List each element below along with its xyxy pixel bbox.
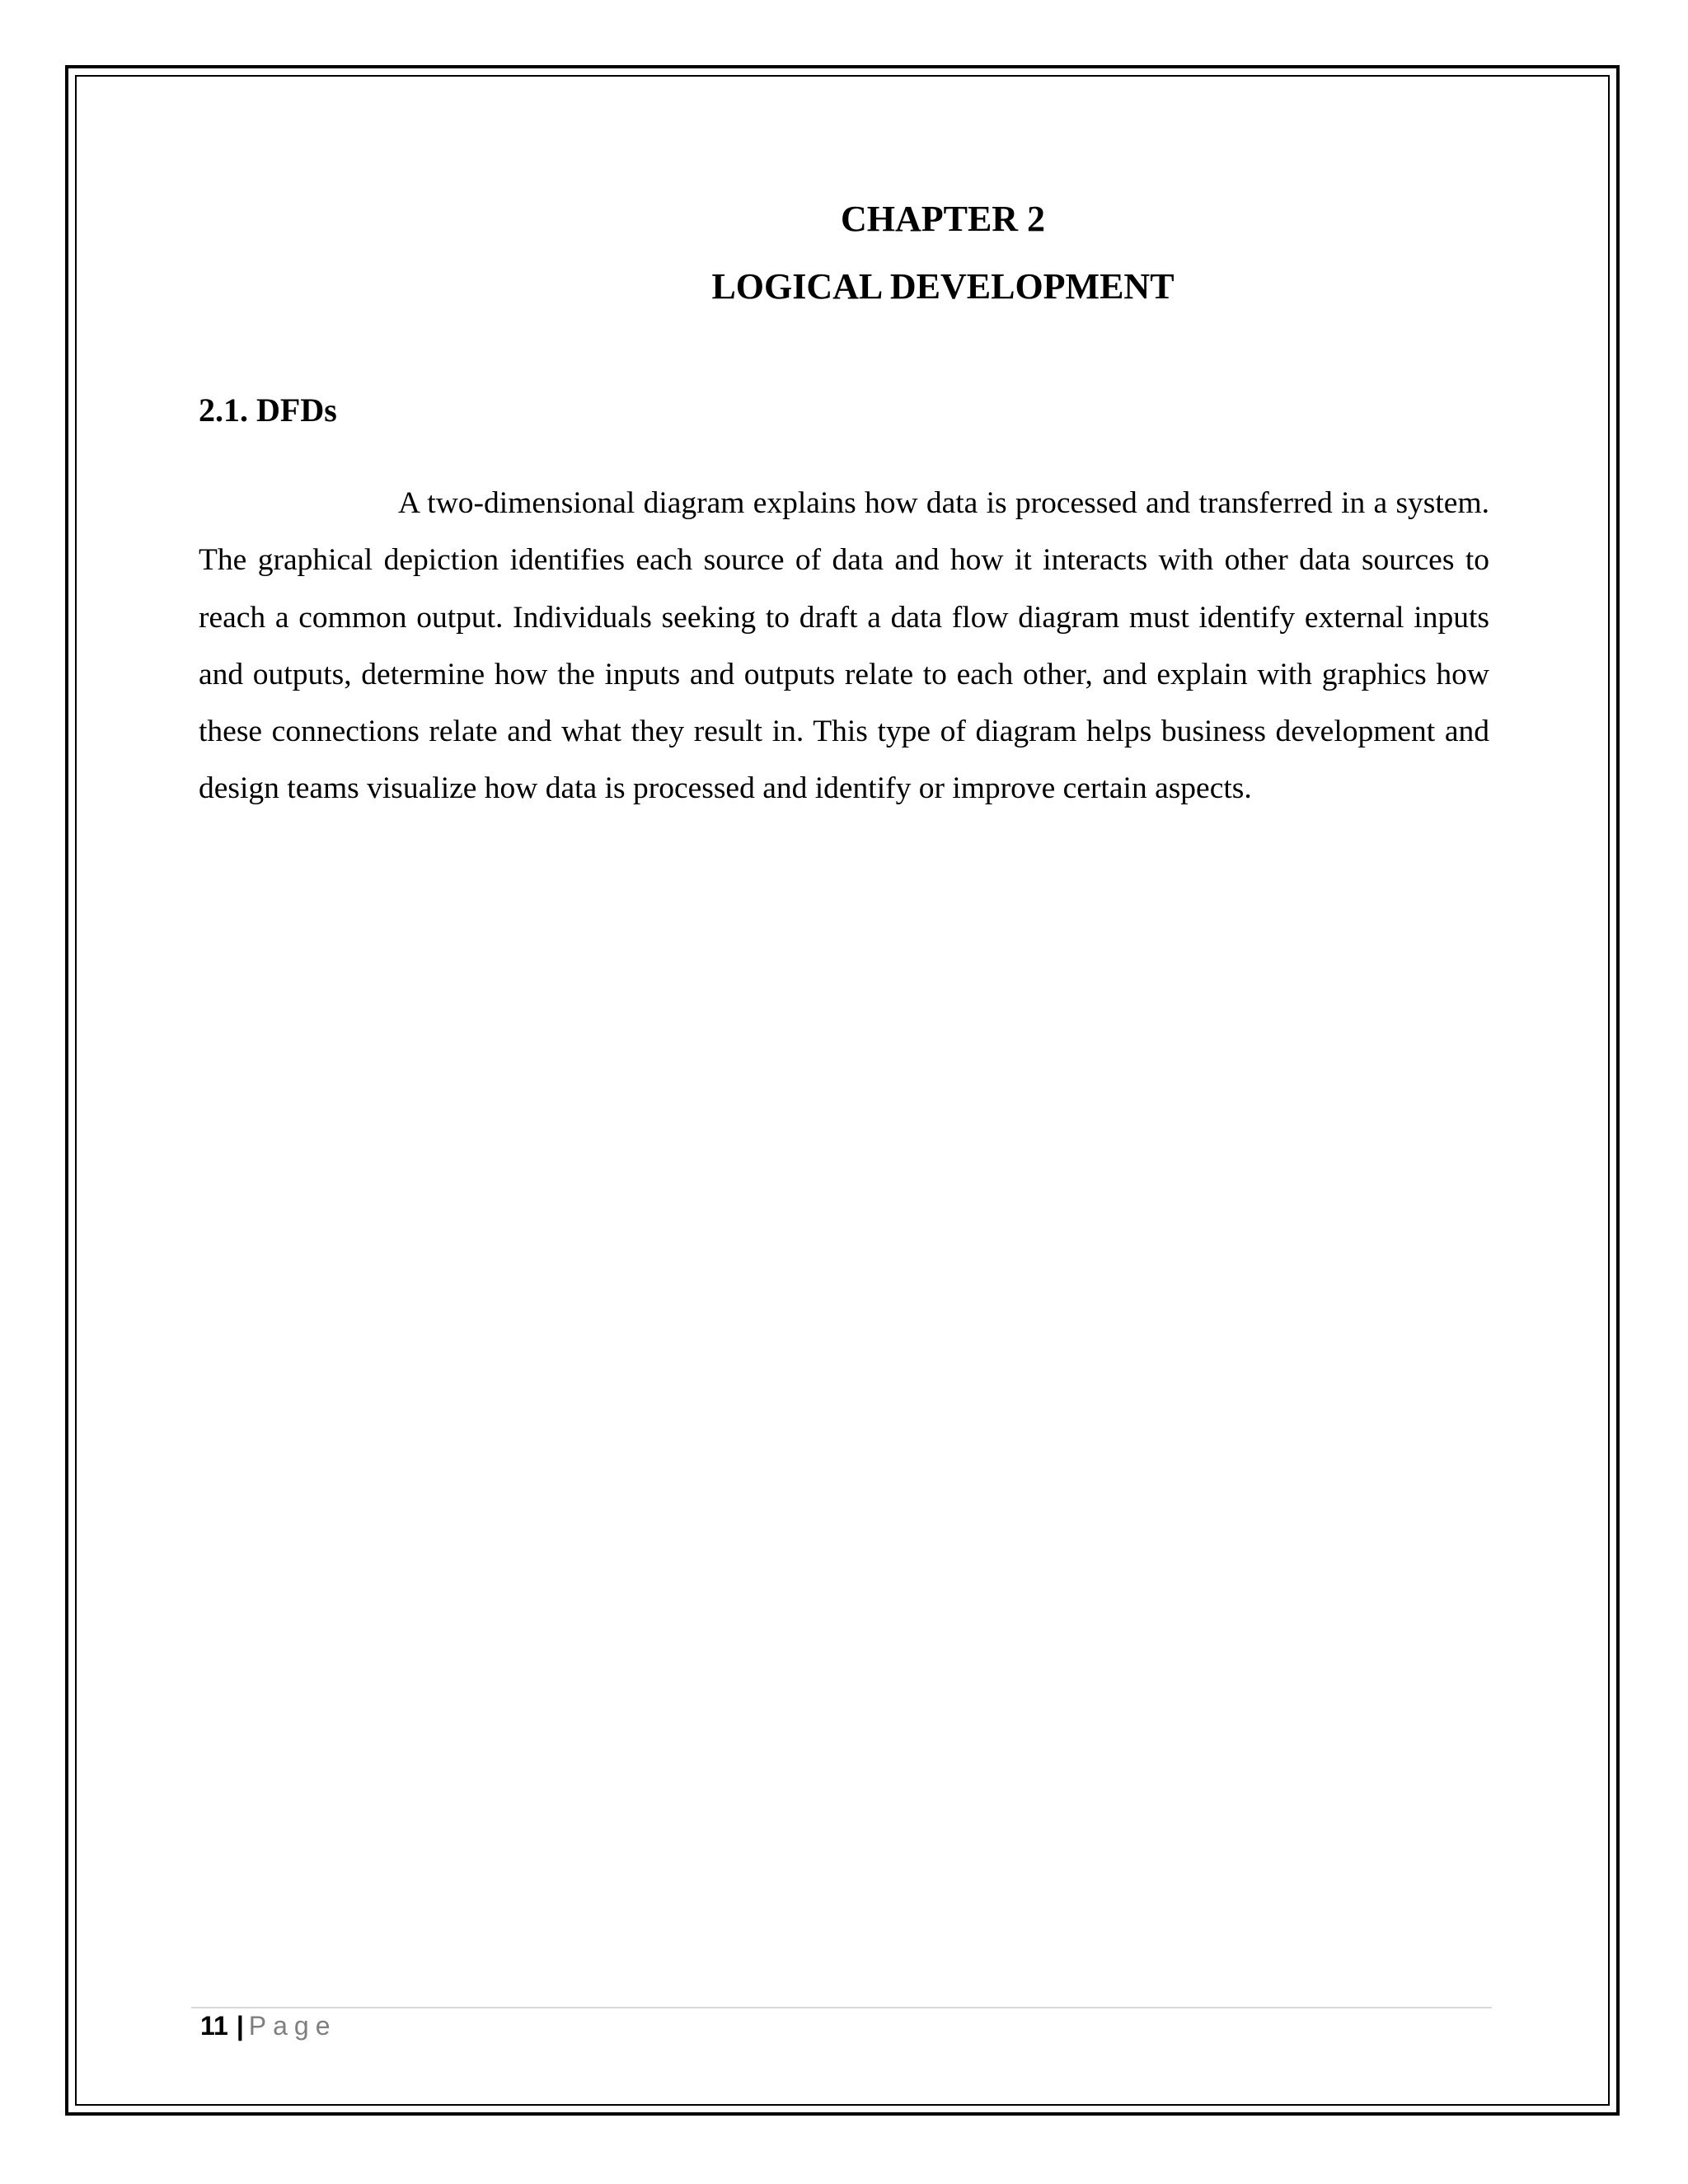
chapter-number: CHAPTER 2 bbox=[840, 199, 1046, 239]
body-paragraph: A two-dimensional diagram explains how data is processed and transferred in a system. The graphical depiction identifies each source of data and how it interacts with other data sources to reach a common output. Individuals seeking to draft a data flow diagram must identify external inputs and outputs, determine how the inputs and outputs relate to each other, and explain with graphics how these connections relate and what they result in. This type of diagram helps business development and design teams visualize how data is processed and identify or improve certain aspects. bbox=[199, 486, 1489, 806]
page-border-inner bbox=[75, 75, 1610, 2106]
footer-separator: | bbox=[236, 2011, 244, 2041]
page-number: 11 bbox=[200, 2011, 228, 2041]
page-label: Page bbox=[248, 2011, 337, 2041]
page-footer bbox=[200, 2011, 337, 2041]
footer-divider bbox=[191, 2007, 1492, 2008]
section-heading: 2.1. DFDs bbox=[199, 391, 337, 429]
chapter-title: LOGICAL DEVELOPMENT bbox=[711, 266, 1175, 307]
